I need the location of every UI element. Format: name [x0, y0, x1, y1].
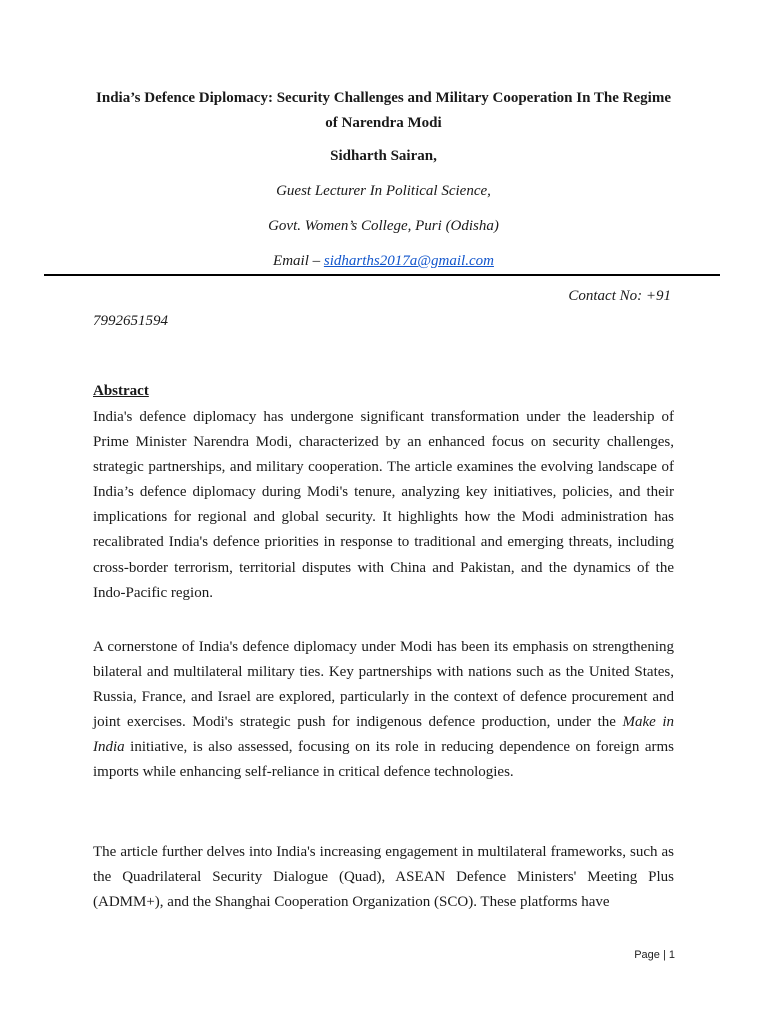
affiliation-college: Govt. Women’s College, Puri (Odisha): [268, 218, 499, 234]
author-name: Sidharth Sairan,: [330, 148, 437, 164]
contact-number: 7992651594: [93, 313, 168, 329]
abstract-paragraph-2: [93, 635, 674, 786]
email-line: [93, 250, 674, 272]
abstract-paragraph-1: India's defence diplomacy has undergone significant transformation under the leadership of Prime Minister Narendra Modi, characterized by an enhanced focus on security challenges, strategic partnerships, and military cooperation. The article examines the evolving landscape of India’s defence diplomacy during Modi's tenure, analyzing key initiatives, policies, and their implications for regional and global security. It highlights how the Modi administration has recalibrated India's defence priorities in response to traditional and emerging threats, including cross-border terrorism, territorial disputes with China and Pakistan, and the dynamics of the Indo-Pacific region.: [93, 409, 674, 601]
abstract-paragraph-3: The article further delves into India's increasing engagement in multilateral frameworks, such as the Quadrilateral Security Dialogue (Quad), ASEAN Defence Ministers' Meeting Plus (ADMM+), and the Shanghai Cooperation Organization (SCO). These platforms have: [93, 844, 674, 911]
header-divider: [44, 274, 720, 276]
abstract-heading: Abstract: [93, 383, 149, 399]
email-link[interactable]: sidharths2017a@gmail.com: [323, 253, 494, 269]
paragraph-2-text-start: A cornerstone of India's defence diplomacy under Modi has been its emphasis on strengthening bilateral and multilateral military ties. Key partnerships with nations such as the United States, Russia, France, and Israel are explored, particularly in the context of defence procurement and joint exercises. Modi's strategic push for indigenous defence production, under the: [93, 639, 674, 731]
make-in-india-emphasis: Make in India: [93, 714, 674, 756]
affiliation-role: Guest Lecturer In Political Science,: [276, 183, 491, 199]
email-label: Email –: [273, 253, 324, 269]
contact-label: Contact No: +91: [568, 288, 671, 304]
document-title: India’s Defence Diplomacy: Security Challenges and Military Cooperation In The Regime of Narendra Modi: [96, 90, 671, 131]
paragraph-2-text-end: initiative, is also assessed, focusing on its role in reducing dependence on foreign arms imports while enhancing self-reliance in critical defence technologies.: [93, 739, 674, 781]
page-number-footer: Page | 1: [634, 949, 675, 961]
